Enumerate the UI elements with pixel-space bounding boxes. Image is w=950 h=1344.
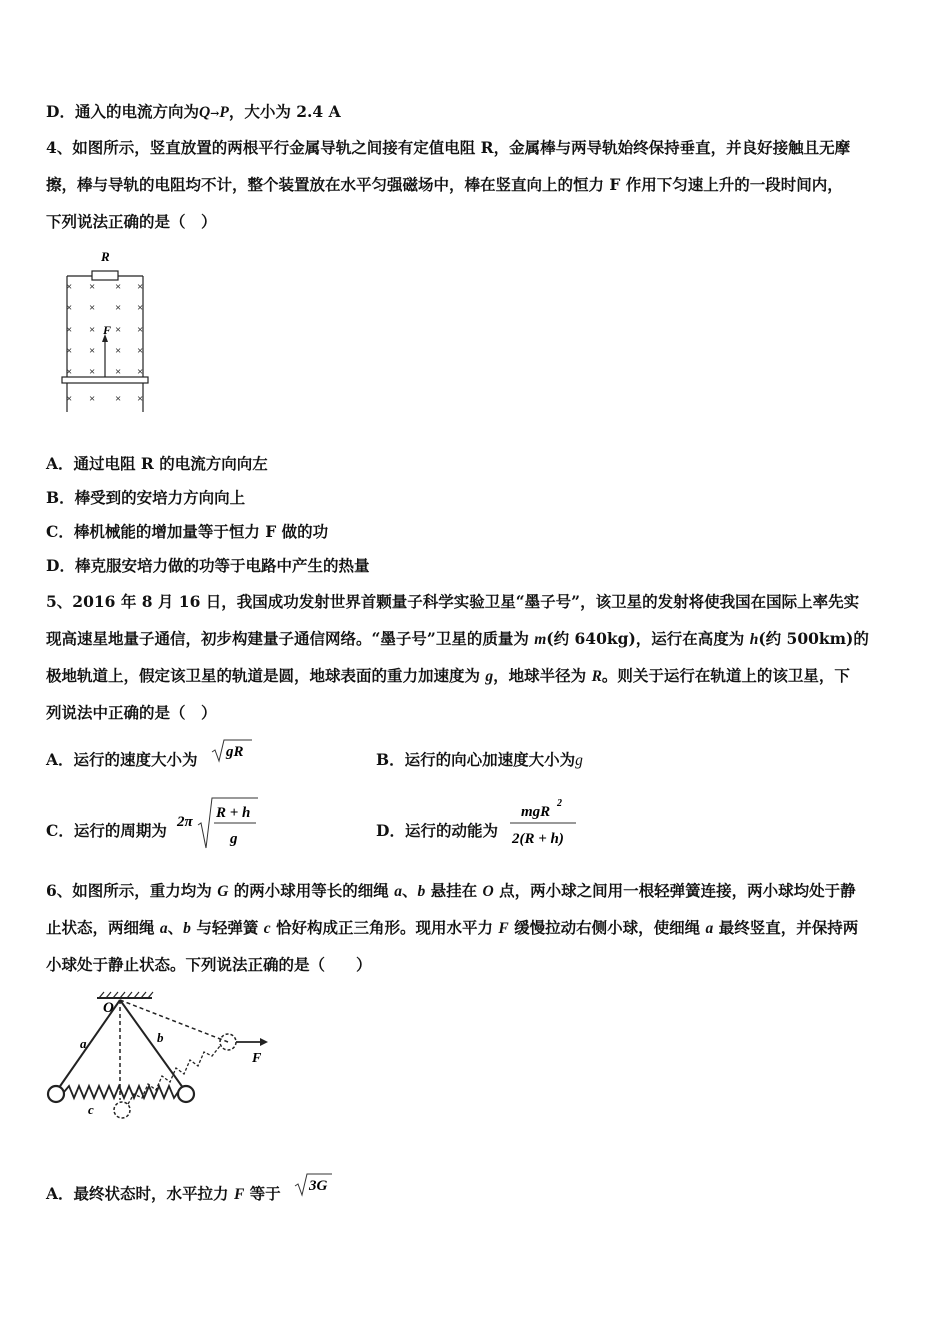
q6-figure-spring-balls bbox=[42, 990, 282, 1130]
svg-text:×: × bbox=[66, 281, 73, 293]
q6-option-a: A．最终状态时，水平拉力 F 等于 bbox=[46, 1184, 281, 1203]
svg-text:×: × bbox=[137, 324, 144, 336]
svg-text:2(R + h): 2(R + h) bbox=[512, 831, 564, 847]
svg-text:×: × bbox=[137, 366, 144, 378]
svg-text:×: × bbox=[115, 366, 122, 378]
q5-option-a: A．运行的速度大小为 bbox=[46, 750, 198, 769]
svg-text:×: × bbox=[66, 345, 73, 357]
svg-text:×: × bbox=[66, 393, 73, 405]
q6-stem-line1: 6、如图所示，重力均为 G 的两小球用等长的细绳 a、b 悬挂在 O 点，两小球之间用一根轻弹簧连接，两小球均处于静 bbox=[46, 881, 856, 900]
svg-text:×: × bbox=[66, 302, 73, 314]
q4-option-c: C．棒机械能的增加量等于恒力 F 做的功 bbox=[46, 522, 329, 541]
svg-text:×: × bbox=[137, 281, 144, 293]
svg-text:3G: 3G bbox=[309, 1178, 328, 1194]
q5-stem-line3: 极地轨道上，假定该卫星的轨道是圆，地球表面的重力加速度为 g，地球半径为 R。则关于运行在轨道上的该卫星，下 bbox=[46, 666, 850, 685]
q5-stem-line4: 列说法中正确的是（ ） bbox=[46, 703, 217, 722]
svg-text:2π: 2π bbox=[177, 814, 193, 830]
q4-stem-line3: 下列说法正确的是（ ） bbox=[46, 212, 217, 231]
svg-text:×: × bbox=[115, 302, 122, 314]
svg-text:R + h: R + h bbox=[216, 805, 251, 821]
svg-text:gR: gR bbox=[226, 744, 244, 760]
spring-c-label: c bbox=[88, 1102, 94, 1117]
q5-option-d-formula bbox=[508, 795, 580, 851]
resistor-label: R bbox=[101, 249, 110, 264]
metal-rod bbox=[62, 377, 148, 383]
force-label: F bbox=[103, 323, 112, 337]
svg-text:×: × bbox=[89, 302, 96, 314]
svg-text:×: × bbox=[115, 324, 122, 336]
svg-text:×: × bbox=[66, 366, 73, 378]
svg-text:×: × bbox=[137, 345, 144, 357]
spring-c bbox=[64, 1086, 178, 1098]
q4-option-d: D．棒克服安培力做的功等于电路中产生的热量 bbox=[46, 556, 370, 575]
svg-text:×: × bbox=[89, 281, 96, 293]
svg-text:g: g bbox=[230, 831, 238, 847]
q5-stem-line2: 现高速星地量子通信，初步构建量子通信网络。“墨子号”卫星的质量为 m(约 640kg)，运行在高度为 h(约 500km)的 bbox=[46, 629, 869, 648]
q5-option-d: D．运行的动能为 bbox=[376, 821, 498, 840]
q5-option-c-formula bbox=[176, 795, 262, 851]
svg-text:×: × bbox=[89, 324, 96, 336]
svg-text:×: × bbox=[115, 393, 122, 405]
rope-b bbox=[120, 1000, 186, 1092]
q6-stem-line3: 小球处于静止状态。下列说法正确的是（ ） bbox=[46, 955, 372, 974]
svg-text:×: × bbox=[137, 393, 144, 405]
svg-text:×: × bbox=[115, 281, 122, 293]
q5-option-c: C．运行的周期为 bbox=[46, 821, 167, 840]
force-f-label: F bbox=[252, 1051, 262, 1066]
q6-stem-line2: 止状态，两细绳 a、b 与轻弹簧 c 恰好构成正三角形。现用水平力 F 缓慢拉动右侧小球，使细绳 a 最终竖直，并保持两 bbox=[46, 918, 859, 937]
q3-option-d: D．通入的电流方向为Q→P，大小为 2.4 A bbox=[46, 102, 341, 121]
q5-stem-line1: 5、2016 年 8 月 16 日，我国成功发射世界首颗量子科学实验卫星“墨子号”，该卫星的发射将使我国在国际上率先实 bbox=[46, 592, 860, 611]
svg-text:×: × bbox=[89, 345, 96, 357]
svg-text:×: × bbox=[89, 393, 96, 405]
rope-b-label: b bbox=[157, 1030, 164, 1045]
q4-stem-line2: 擦，棒与导轨的电阻均不计，整个装置放在水平匀强磁场中，棒在竖直向上的恒力 F 作用下匀速上升的一段时间内， bbox=[46, 175, 843, 194]
q5-option-b: B．运行的向心加速度大小为g bbox=[376, 750, 583, 769]
q4-stem-line1: 4、如图所示，竖直放置的两根平行金属导轨之间接有定值电阻 R，金属棒与两导轨始终保持垂直，并良好接触且无摩 bbox=[46, 138, 851, 157]
svg-text:mgR: mgR bbox=[521, 804, 551, 820]
svg-text:×: × bbox=[66, 324, 73, 336]
q5-option-a-sqrt bbox=[211, 738, 253, 764]
resistor-symbol bbox=[92, 271, 118, 280]
point-o-label: O bbox=[103, 1000, 114, 1016]
rope-a bbox=[56, 1000, 120, 1092]
q4-option-a: A．通过电阻 R 的电流方向向左 bbox=[46, 454, 268, 473]
rope-a-label: a bbox=[80, 1036, 87, 1051]
left-ball bbox=[48, 1086, 64, 1102]
svg-text:×: × bbox=[137, 302, 144, 314]
left-ball-final-dashed bbox=[114, 1102, 130, 1118]
right-ball bbox=[178, 1086, 194, 1102]
q4-figure-rail-circuit bbox=[58, 246, 158, 416]
svg-text:2: 2 bbox=[557, 798, 562, 809]
q6-option-a-sqrt bbox=[294, 1172, 334, 1198]
q4-option-b: B．棒受到的安培力方向向上 bbox=[46, 488, 246, 507]
svg-text:×: × bbox=[115, 345, 122, 357]
svg-text:×: × bbox=[89, 366, 96, 378]
